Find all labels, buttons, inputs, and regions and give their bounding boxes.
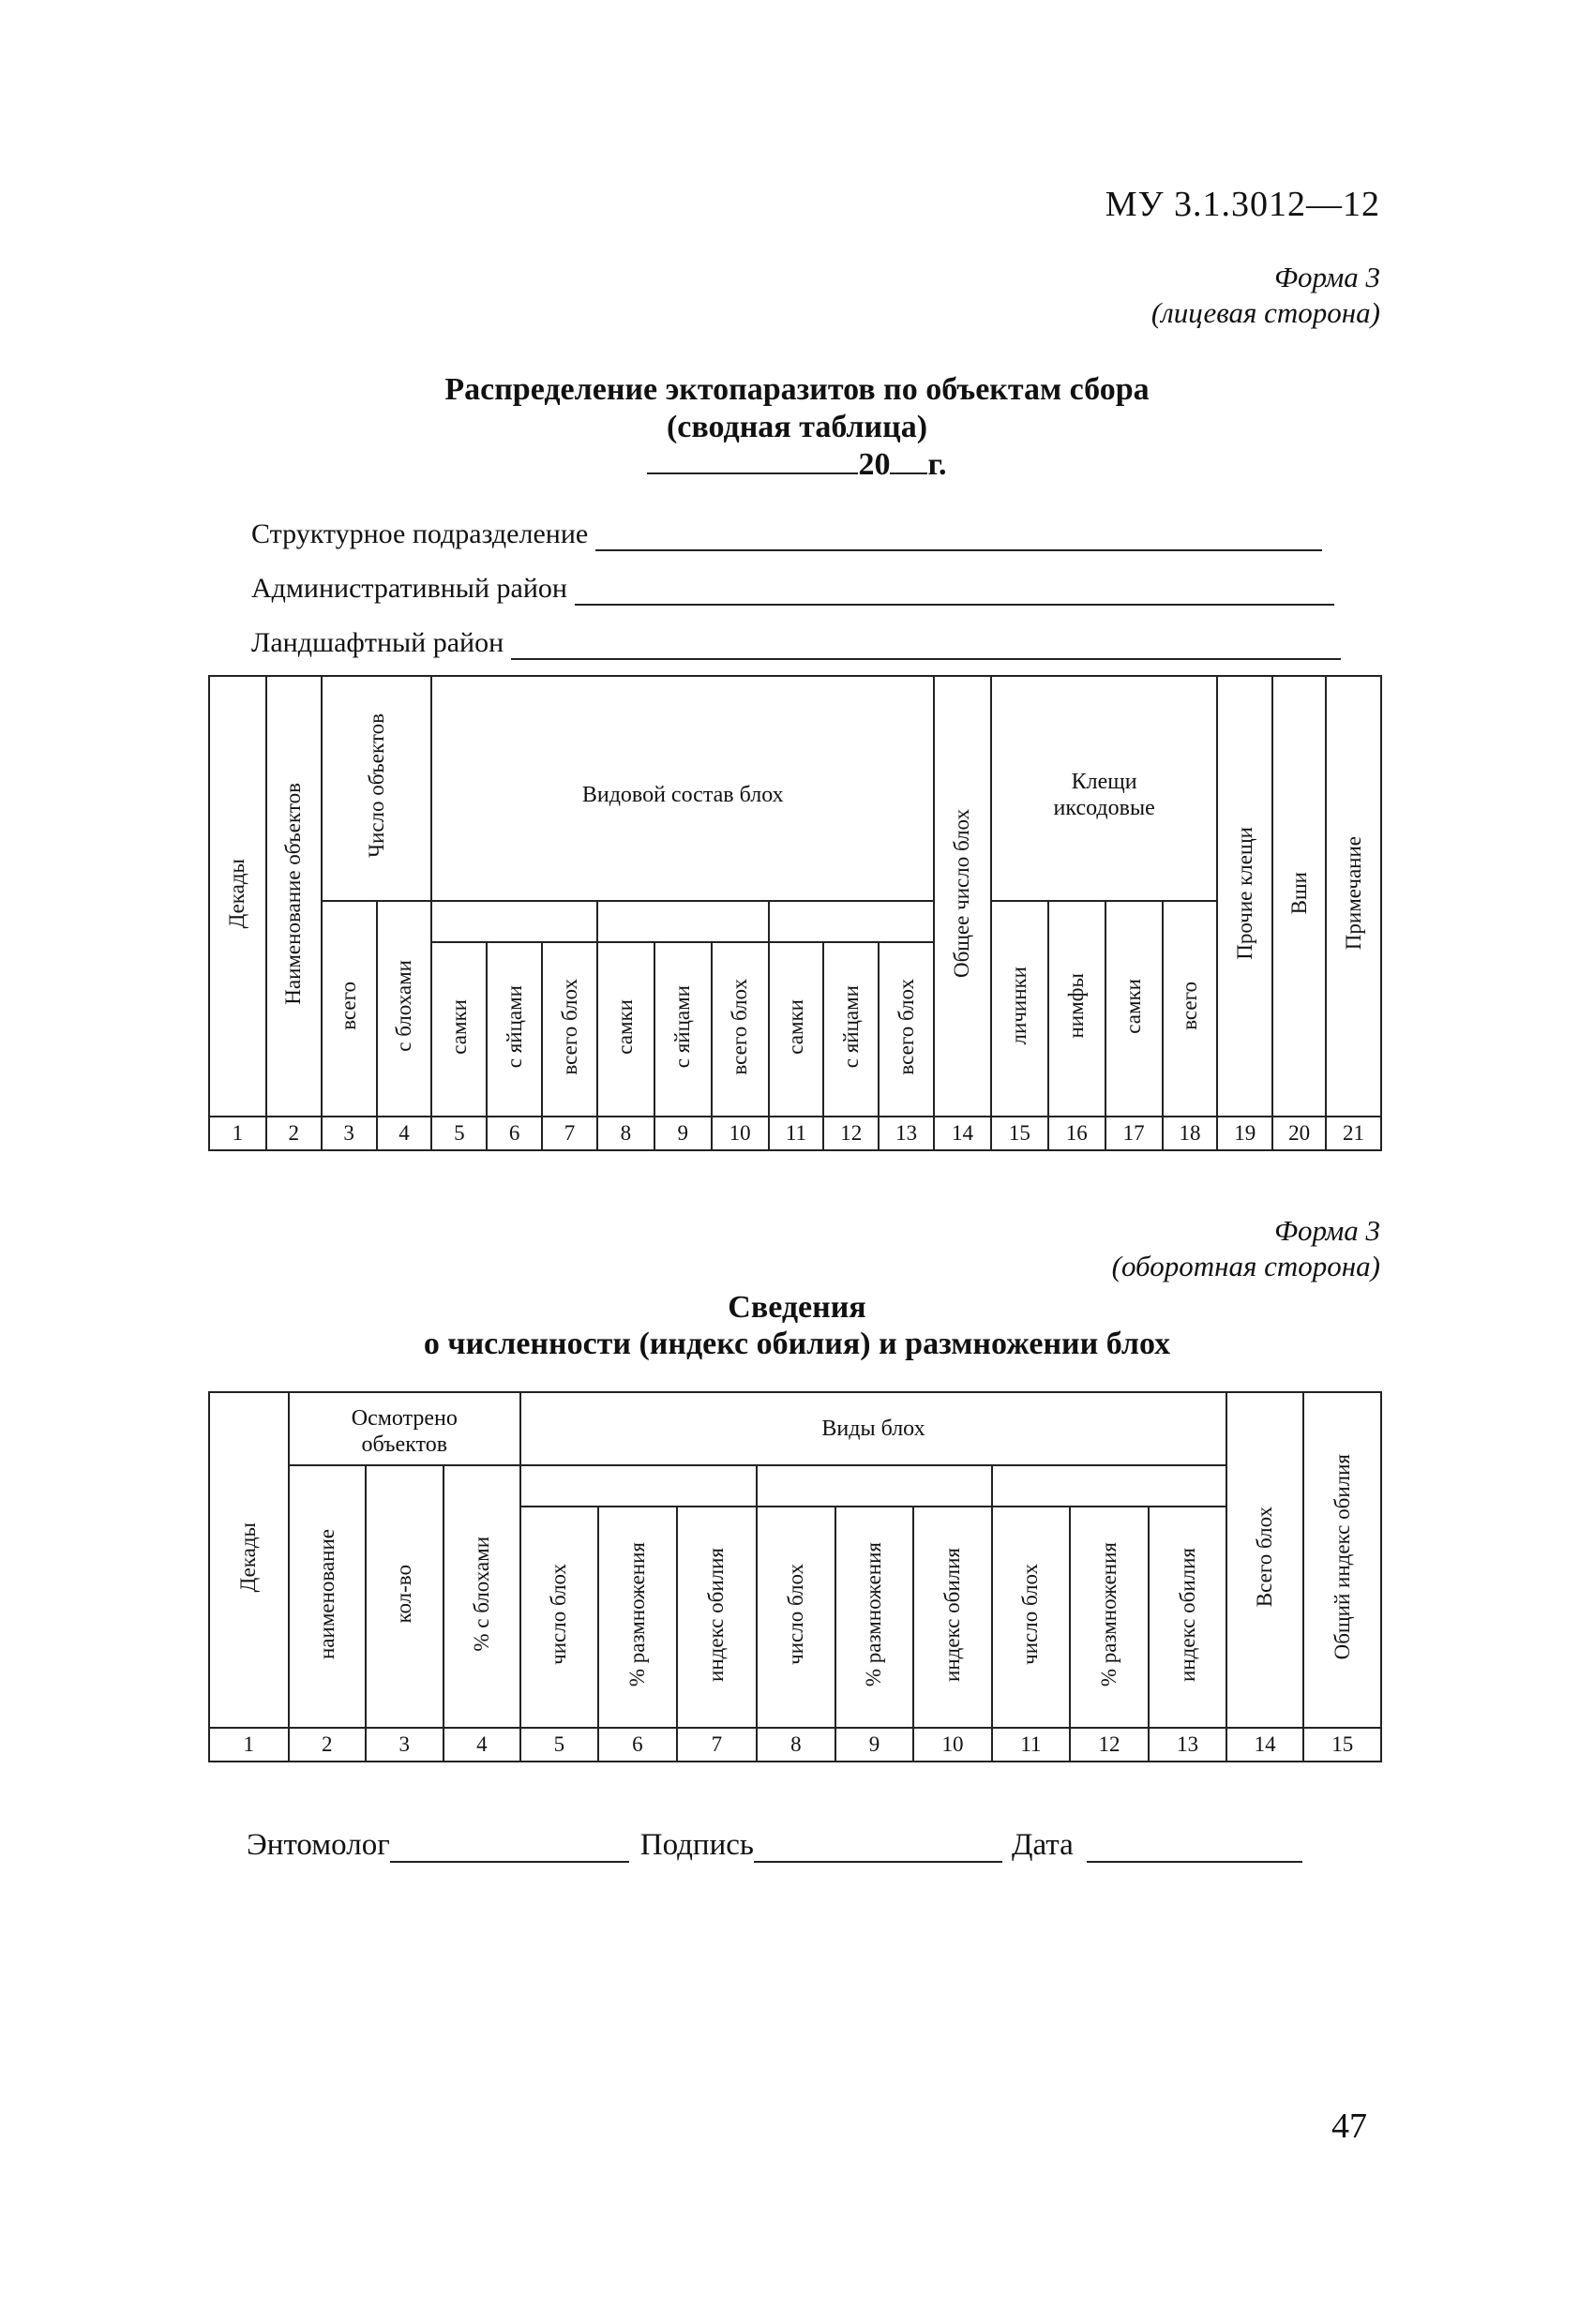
header-lice: Вши	[1272, 676, 1326, 1117]
header-count-total: всего	[322, 901, 377, 1117]
signature-blank	[754, 1833, 1002, 1863]
column-number: 2	[289, 1728, 367, 1762]
back-form-label: Форма 3	[1274, 1214, 1380, 1247]
structural-unit-field	[251, 517, 1322, 551]
back-form-side-label: (оборотная сторона)	[1111, 1250, 1380, 1282]
header-note: Примечание	[1326, 676, 1381, 1117]
column-number: 7	[542, 1117, 597, 1150]
column-number: 8	[597, 1117, 654, 1150]
header-other-ticks: Прочие клещи	[1217, 676, 1272, 1117]
header-fleas-total: всего блох	[542, 942, 597, 1117]
year-line	[234, 446, 1360, 484]
front-subtitle: (сводная таблица)	[666, 410, 928, 444]
column-number: 6	[598, 1728, 678, 1762]
column-number: 9	[835, 1728, 913, 1762]
column-number: 8	[757, 1728, 836, 1762]
signature-line	[247, 1828, 1302, 1863]
date-label: Дата	[1011, 1828, 1074, 1862]
entomologist-label: Энтомолог	[247, 1828, 390, 1862]
signature-label: Подпись	[639, 1828, 754, 1862]
page-number: 47	[1331, 2107, 1367, 2146]
flea-species-slot-2	[597, 901, 769, 942]
header-flea-count: число блох	[520, 1507, 598, 1728]
header-ixodid-ticks: Клещи иксодовые	[991, 676, 1217, 901]
field-label: Ландшафтный район	[251, 627, 504, 658]
document-code: МУ 3.1.3012—12	[1105, 185, 1380, 224]
header-nymphs: нимфы	[1048, 901, 1105, 1117]
header-object-count: Число объектов	[322, 676, 432, 901]
header-object-name: Наименование объектов	[266, 676, 322, 1117]
column-number: 10	[712, 1117, 769, 1150]
column-number: 21	[1326, 1117, 1381, 1150]
column-number: 2	[266, 1117, 322, 1150]
header-females: самки	[431, 942, 487, 1117]
back-title: Сведения	[728, 1290, 866, 1325]
flea-species-slot-2	[757, 1465, 993, 1507]
header-flea-count: число блох	[992, 1507, 1070, 1728]
column-number: 15	[1303, 1728, 1381, 1762]
date-blank	[1087, 1833, 1302, 1863]
header-quantity: кол-во	[366, 1465, 444, 1728]
column-number: 5	[431, 1117, 487, 1150]
header-flea-species: Виды блох	[520, 1392, 1226, 1465]
column-number: 13	[879, 1117, 934, 1150]
field-label: Административный район	[251, 573, 567, 604]
front-table	[208, 675, 1382, 1151]
column-number: 1	[209, 1728, 289, 1762]
header-larvae: личинки	[991, 901, 1048, 1117]
landscape-district-field	[251, 626, 1341, 660]
header-females: самки	[769, 942, 824, 1117]
year-blank	[890, 448, 927, 474]
column-number: 18	[1163, 1117, 1218, 1150]
column-number: 14	[934, 1117, 991, 1150]
column-number: 9	[654, 1117, 712, 1150]
header-with-eggs: с яйцами	[487, 942, 542, 1117]
column-number: 6	[487, 1117, 542, 1150]
column-number: 12	[823, 1117, 879, 1150]
column-number: 10	[913, 1728, 993, 1762]
flea-species-slot-3	[992, 1465, 1226, 1507]
column-number: 15	[991, 1117, 1048, 1150]
header-abundance-index: индекс обилия	[913, 1507, 993, 1728]
column-number: 11	[992, 1728, 1070, 1762]
header-tick-females: самки	[1105, 901, 1163, 1117]
header-pct-reproduction: % размножения	[598, 1507, 678, 1728]
header-total-fleas: Общее число блох	[934, 676, 991, 1117]
flea-species-slot-1	[431, 901, 597, 942]
header-fleas-total: всего блох	[712, 942, 769, 1117]
column-number: 12	[1070, 1728, 1150, 1762]
header-dekady: Декады	[209, 1392, 289, 1728]
entomologist-blank	[390, 1833, 629, 1863]
back-subtitle: о численности (индекс обилия) и размножении блох	[423, 1327, 1171, 1361]
header-pct-with-fleas: % с блохами	[444, 1465, 521, 1728]
column-number: 13	[1149, 1728, 1226, 1762]
header-with-eggs: с яйцами	[654, 942, 712, 1117]
header-dekady: Декады	[209, 676, 266, 1117]
flea-species-slot-1	[520, 1465, 757, 1507]
column-number: 5	[520, 1728, 598, 1762]
header-flea-count: число блох	[757, 1507, 836, 1728]
column-number: 11	[769, 1117, 824, 1150]
column-numbers-row	[209, 1728, 1381, 1762]
header-total-fleas: Всего блох	[1226, 1392, 1304, 1728]
column-number: 4	[444, 1728, 521, 1762]
header-count-with-fleas: с блохами	[377, 901, 432, 1117]
header-females: самки	[597, 942, 654, 1117]
header-flea-species: Видовой состав блох	[431, 676, 934, 901]
column-number: 3	[366, 1728, 444, 1762]
field-line	[575, 577, 1334, 606]
field-label: Структурное подразделение	[251, 518, 589, 549]
column-numbers-row	[209, 1117, 1381, 1150]
column-number: 3	[322, 1117, 377, 1150]
flea-species-slot-3	[769, 901, 935, 942]
header-total-abundance-index: Общий индекс обилия	[1303, 1392, 1381, 1728]
header-pct-reproduction: % размножения	[1070, 1507, 1150, 1728]
form-side-label: (лицевая сторона)	[1150, 296, 1380, 329]
header-tick-total: всего	[1163, 901, 1218, 1117]
header-inspected-objects: Осмотрено объектов	[289, 1392, 521, 1465]
column-number: 7	[677, 1728, 757, 1762]
column-number: 4	[377, 1117, 432, 1150]
back-table	[208, 1391, 1382, 1762]
header-abundance-index: индекс обилия	[677, 1507, 757, 1728]
date-blank	[647, 448, 858, 474]
year-prefix: 20	[858, 447, 891, 482]
header-abundance-index: индекс обилия	[1149, 1507, 1226, 1728]
field-line	[595, 523, 1322, 551]
year-suffix: г.	[927, 447, 947, 482]
column-number: 17	[1105, 1117, 1163, 1150]
header-with-eggs: с яйцами	[823, 942, 879, 1117]
column-number: 14	[1226, 1728, 1304, 1762]
admin-district-field	[251, 572, 1334, 606]
front-title: Распределение эктопаразитов по объектам сбора	[444, 372, 1150, 407]
header-object-name: наименование	[289, 1465, 367, 1728]
field-line	[511, 632, 1341, 660]
header-pct-reproduction: % размножения	[835, 1507, 913, 1728]
column-number: 20	[1272, 1117, 1326, 1150]
column-number: 16	[1048, 1117, 1105, 1150]
form-label: Форма 3	[1274, 261, 1380, 293]
header-fleas-total: всего блох	[879, 942, 934, 1117]
column-number: 19	[1217, 1117, 1272, 1150]
column-number: 1	[209, 1117, 266, 1150]
